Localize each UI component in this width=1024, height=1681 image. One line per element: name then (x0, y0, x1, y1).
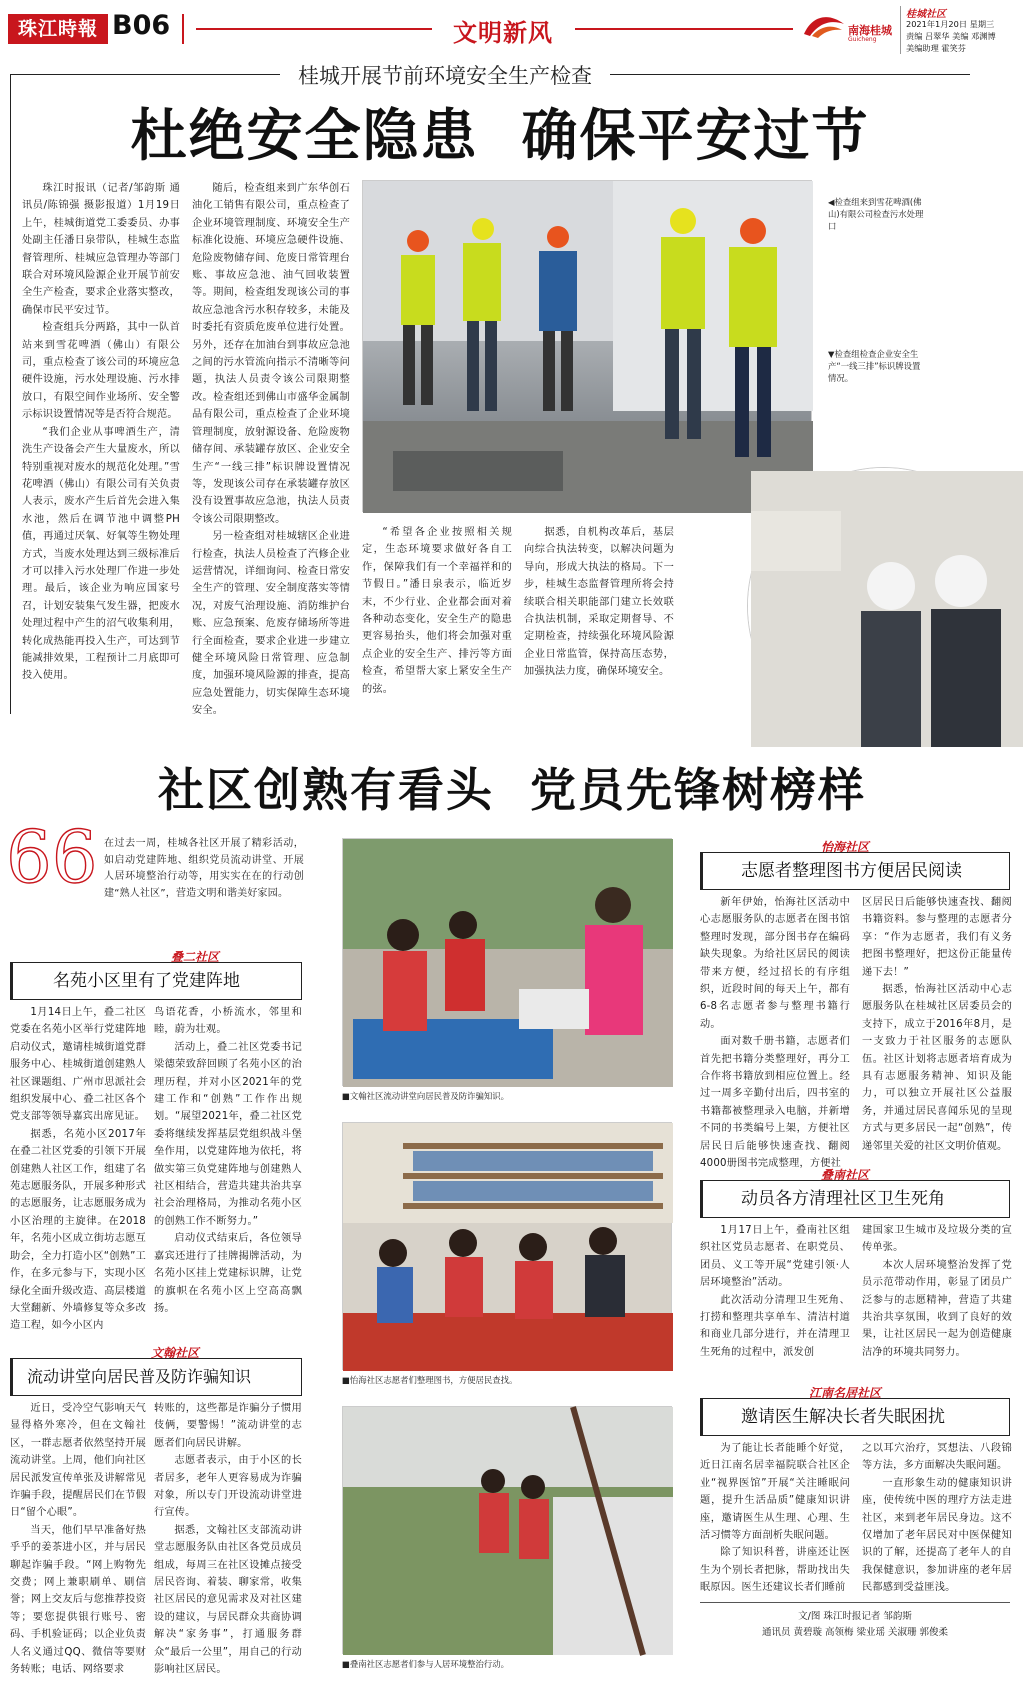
page-number: B06 (112, 10, 171, 41)
photo-caption-2: ▼检查组检查企业安全生产“一线三排”标识牌设置情况。 (828, 349, 921, 383)
s4-column-1 (700, 1222, 850, 1361)
paragraph: 检查组兵分两路，其中一队首站来到雪花啤酒（佛山）有限公司，重点检查了该公司的环境应急硬件设施，污水处理设施、污水排放口，有限空间作业场所、安全警示标识设置情况等是否符合规范。 (22, 322, 180, 421)
article1-kicker: 桂城开展节前环境安全生产检查 (280, 60, 610, 90)
paragraph: 之以耳穴治疗，冥想法、八段锦等方法，多方面解决失眠问题。 (862, 1443, 1012, 1472)
s2-column-1 (10, 1400, 146, 1679)
paragraph: 建国家卫生城市及垃圾分类的宣传单张。 (862, 1225, 1012, 1254)
publish-date: 2021年1月20日 星期三 (906, 19, 995, 29)
paragraph: “希望各企业按照相关规定，生态环境要求做好各自工作，保障我们有一个幸福祥和的节假日。”潘日泉表示，临近岁末，不少行业、企业都会面对着各种动态变化，安全生产的隐患更容易抬头，他们将会加强对重点企业的安全生产、排污等方面检查，希望帮大家上紧安全生产的弦。 (362, 527, 512, 695)
s4-column-2 (862, 1222, 1012, 1361)
paragraph: 转账的，这些都是诈骗分子惯用伎俩，要警惕！”流动讲堂的志愿者们向居民讲解。 (154, 1403, 302, 1449)
nanhai-logo-icon (802, 14, 846, 40)
photo-caption-a: ■文翰社区流动讲堂向居民普及防诈骗知识。 (342, 1091, 510, 1101)
paragraph: 1月14日上午，叠二社区党委在名苑小区举行党建阵地启动仪式，邀请桂城街道党群服务中心、桂城街道创建熟人社区课题组、广州市思派社会组织发展中心、叠二社区各个党支部等领导嘉宾出席见证。 (10, 1007, 146, 1123)
s1-column-2 (154, 1004, 302, 1317)
s5-community-label: 江南名居社区 (808, 1386, 881, 1400)
article2-intro: 在过去一周，桂城各社区开展了精彩活动，如启动党建阵地、组织党员流动讲堂、开展人居环境整治行动等，用实实在在的行动创建“熟人社区”，营造文明和谐美好家园。 (104, 838, 304, 899)
s3-community-label: 怡海社区 (820, 840, 869, 854)
paragraph: 据悉，怡海社区活动中心志愿服务队在桂城社区居委员会的支持下，成立于2016年8月，是一支致力于社区服务的志愿队伍。社区计划将志愿者培育成为具有志愿服务精神、知识及能力，可以独立开展社区公益服务，并通过居民喜闻乐见的呈现方式与更多居民一起“创熟”，传递邻里关爱的社区文明价值观。 (862, 984, 1012, 1152)
paragraph: 据悉，自机构改革后，基层向综合执法转变，以解决问题为导向，形成大执法的格局。下一步，桂城生态监督管理所将会持续联合相关职能部门建立长效联合执法机制，采取定期督导、不定期检查，持续强化环境风险源企业日常监管，保持高压态势，加强执法力度，确保环境安全。 (524, 527, 674, 678)
masthead-divider (182, 14, 184, 44)
paragraph: 据悉，文翰社区支部流动讲堂志愿服务队由社区各党员成员组成，每周三在社区设摊点接受居民咨询、着装、聊家常，收集社区居民的意见需求及对社区建设的建议，与居民群众共商协调解决“家务事”，打通服务群众“最后一公里”，用自己的行动影响社区居民。 (154, 1524, 302, 1676)
paragraph: 面对数千册书籍，志愿者们首先把书籍分类整理好，再分工合作将书籍放到相应位置上。经过一周多辛勤付出后，四书室的书籍都被整理录入电脑，并新增不同的书类编号上架，方便社区居民日后能够快速查找、翻阅4000册图书完成整理，方便社 (700, 1036, 850, 1170)
s1-title-box: 名苑小区里有了党建阵地 (10, 962, 302, 1000)
s5-column-1 (700, 1440, 850, 1597)
s1-column-1 (10, 1004, 146, 1335)
s3-column-1 (700, 894, 850, 1173)
paragraph: 1月17日上午，叠南社区组织社区党员志愿者、在职党员、团员、义工等开展“党建引领·人居环境整治”活动。 (700, 1225, 850, 1289)
paper-logo: 珠江時報 (8, 14, 108, 44)
paragraph: 为了能让长者能睡个好觉，近日江南名居幸福院联合社区企业“视界医馆”开展“关注睡眠问题，提升生活品质”健康知识讲座，邀请医生从生理、心理、生活习惯等方面剖析失眠问题。 (700, 1443, 850, 1542)
yihai-photo (342, 1122, 672, 1370)
s4-community-label: 叠南社区 (820, 1168, 869, 1182)
paragraph: 当天，他们早早准备好热乎乎的姜茶进小区，并与居民聊起诈骗手段。“网上购物先交费；网上兼职刷单、刷信誉；网上交友后与您推荐投资等；要您提供银行账号、密码、手机验证码；以企业负责人名义通过QQ、微信等要财务转账；电话、网络要求 (10, 1524, 146, 1676)
article1-column-3 (362, 524, 512, 698)
article1-headline: 杜绝安全隐患 确保平安过节 (130, 103, 870, 169)
byline-rule (700, 1602, 1010, 1603)
article1-column-2 (192, 180, 350, 720)
editor-line: 责编 吕翠华 美编 邓渊博 (906, 31, 996, 41)
paragraph: 新年伊始，怡海社区活动中心志愿服务队的志愿者在图书馆整理时发现，部分图书存在编码缺失现象。为给社区居民的阅读带来方便，经过招长的有序组织，近段时间的每天上午，都有6-8名志愿者参与整理书籍行动。 (700, 897, 850, 1030)
signage-photo (748, 468, 1020, 744)
paragraph: 志愿者表示，由于小区的长者居多，老年人更容易成为诈骗对象，所以专门开设流动讲堂进行宣传。 (154, 1455, 302, 1519)
assist-line: 美编助理 霍笑芬 (906, 43, 966, 53)
edition-divider (900, 6, 901, 54)
s2-column-2 (154, 1400, 302, 1679)
masthead (0, 0, 1024, 62)
s2-title-box: 流动讲堂向居民普及防诈骗知识 (10, 1358, 302, 1396)
s5-title-box: 邀请医生解决长者失眠困扰 (700, 1398, 1010, 1436)
paragraph: 活动上，叠二社区党委书记梁德荣致辞回顾了名苑小区的治理历程，并对小区2021年的党建工作和“创熟”工作作出规划。“展望2021年，叠二社区党委将继续发挥基层党组织战斗堡垒作用，以党建阵地为依托，将做实第三负党建阵地与创建熟人社区相结合，营造共建共治共享社会治理格局，为推动名苑小区的创熟工作不断努力。” (154, 1041, 302, 1227)
byline-reporter: 文/图 珠江时报记者 邹韵斯 (798, 1611, 912, 1622)
paragraph: 随后，检查组来到广东华创石油化工销售有限公司，重点检查了企业环境管理制度、环境安全生产标准化设施、环境应急硬件设施、危险废物储存间、危废日常管理台账、事故应急池、油气回收装置等。期间，检查组发现该公司的事故应急池含污水积存较多，未能及时委托有资质危废单位进行处置。另外，还存在加油台到事故应急池之间的污水管流向指示不清晰等问题，执法人员责令该公司限期整改。检查组还到佛山市盛华金属制品有限公司，重点检查了企业环境管理制度，放射源设备、危险废物储存间、承装罐存放区、企业安全生产“一线三排”标识牌设置情况等，发现该公司存在承装罐存放区没有设置事故应急池，执法人员责令该公司限期整改。 (192, 183, 350, 525)
paragraph: 另一检查组对桂城辖区企业进行检查，执法人员检查了汽修企业运营情况，详细询问、检查日常安全生产的管理、安全制度落实等情况，对废气治理设施、消防维护台账、应急预案、危废存储场所等进行全面检查，要求企业进一步建立健全环境风险日常管理、应急制度，加强环境风险源的排查，提高应急处置能力，切实保障生态环境安全。 (192, 531, 350, 717)
section-title: 文明新风 (453, 19, 553, 47)
paragraph: 珠江时报讯（记者/邹韵斯 通讯员/陈锦强 摄影报道）1月19日上午，桂城街道党工委委员、办事处副主任潘日泉带队，桂城生态监督管理所、桂城应急管理办等部门联合对环境风险源企业开展节前安全生产检查，要求企业落实整改，确保市民平安过节。 (22, 183, 180, 316)
logo-text: 南海桂城 (848, 24, 892, 37)
photo-caption-b: ■怡海社区志愿者们整理图书，方便居民查找。 (342, 1375, 518, 1385)
byline-correspondents: 通讯员 黄碧璇 高领梅 梁业瑶 关淑珊 郭俊柔 (761, 1627, 949, 1638)
s5-column-2 (862, 1440, 1012, 1597)
article2-headline: 社区创熟有看头 党员先锋树榜样 (157, 763, 867, 817)
paragraph: 本次人居环境整治发挥了党员示范带动作用，彰显了团员广泛参与的志愿精神，营造了共建共治共享氛围，收到了良好的效果，让社区居民一起为创造健康洁净的环境共同努力。 (862, 1259, 1012, 1358)
paragraph: 一直形象生动的健康知识讲座，使传统中医的理疗方法走进社区，来到老年居民身边。这不仅增加了老年居民对中医保健知识的了解，还提高了老年人的自我保健意识，参加讲座的老年居民都感到受益匪浅。 (862, 1477, 1012, 1594)
dienan-photo (342, 1406, 672, 1654)
s1-community-label: 叠二社区 (170, 950, 219, 964)
paragraph: 除了知识科普，讲座还让医生为个别长者把脉，帮助找出失眠原因。医生还建议长者们睡前 (700, 1547, 850, 1594)
paragraph: 近日，受冷空气影响天气显得格外寒冷，但在文翰社区，一群志愿者依然坚持开展流动讲堂。上周，他们向社区居民派发宣传单张及讲解常见诈骗手段，提醒居民们在节假日“留个心眼”。 (10, 1403, 146, 1519)
inspection-photo (362, 180, 812, 512)
paragraph: 此次活动分清理卫生死角、打捞和整理共享单车、清洁村道和商业几部分进行，并在清理卫生死角的过程中，派发创 (700, 1294, 850, 1358)
paragraph: “我们企业从事啤酒生产，清洗生产设备会产生大量废水，所以特别重视对废水的规范化处理。”雪花啤酒（佛山）有限公司有关负责人表示，废水产生后首先会进入集水池，然后在调节池中调整PH值，再通过厌氧、好氧等生物处理方式，当废水处理达到三级标准后才可以排入污水处理厂作进一步处理。最后，该企业为响应国家号召，计划安装集气发生器，把废水处理过程中产生的沼气收集利用，转化成热能再投入生产，可达到节能减排效果，工程预计二月底即可投入使用。 (22, 426, 180, 682)
section-rule-left (196, 28, 432, 30)
s2-community-label: 文翰社区 (150, 1346, 199, 1360)
paragraph: 启动仪式结束后，各位领导嘉宾还进行了挂牌揭牌活动，为名苑小区挂上党建标识牌，让党的旗帜在名苑小区上空高高飘扬。 (154, 1233, 302, 1314)
svg-text:66: 66 (6, 815, 98, 899)
paragraph: 鸟语花香，小桥流水，邻里和睦，蔚为壮观。 (154, 1007, 302, 1036)
logo-subtext: Guicheng (848, 36, 877, 43)
s3-column-2 (862, 894, 1012, 1155)
paragraph: 区居民日后能够快速查找、翻阅书籍资料。参与整理的志愿者分享：“作为志愿者，我们有义务把图书整理好，把这份正能量传递下去！” (862, 897, 1012, 978)
photo-caption-1: ◀检查组来到雪花啤酒(佛山)有限公司检查污水处理口 (828, 197, 924, 231)
edition-title: 桂城社区 (906, 9, 946, 20)
article1-column-1 (22, 180, 180, 685)
quote-mark-icon (6, 815, 98, 899)
s3-title-box: 志愿者整理图书方便居民阅读 (700, 852, 1010, 890)
article1-column-4 (524, 524, 674, 681)
wenhan-photo (342, 838, 672, 1086)
paragraph: 据悉，名苑小区2017年在叠二社区党委的引领下开展创建熟人社区工作，组建了名苑志愿服务队，开展多种形式的志愿服务，让志愿服务成为小区治理的主旋律。在2018年，名苑小区成立街坊志愿互助会，全力打造小区“创熟”工作，在多元参与下，实现小区绿化全面升级改造、高层楼道大堂翻新、外墙修复等众多改造工程，如今小区内 (10, 1128, 146, 1332)
s4-title-box: 动员各方清理社区卫生死角 (700, 1180, 1010, 1218)
section-rule-right (575, 28, 793, 30)
photo-caption-c: ■叠南社区志愿者们参与人居环境整治行动。 (342, 1659, 510, 1669)
